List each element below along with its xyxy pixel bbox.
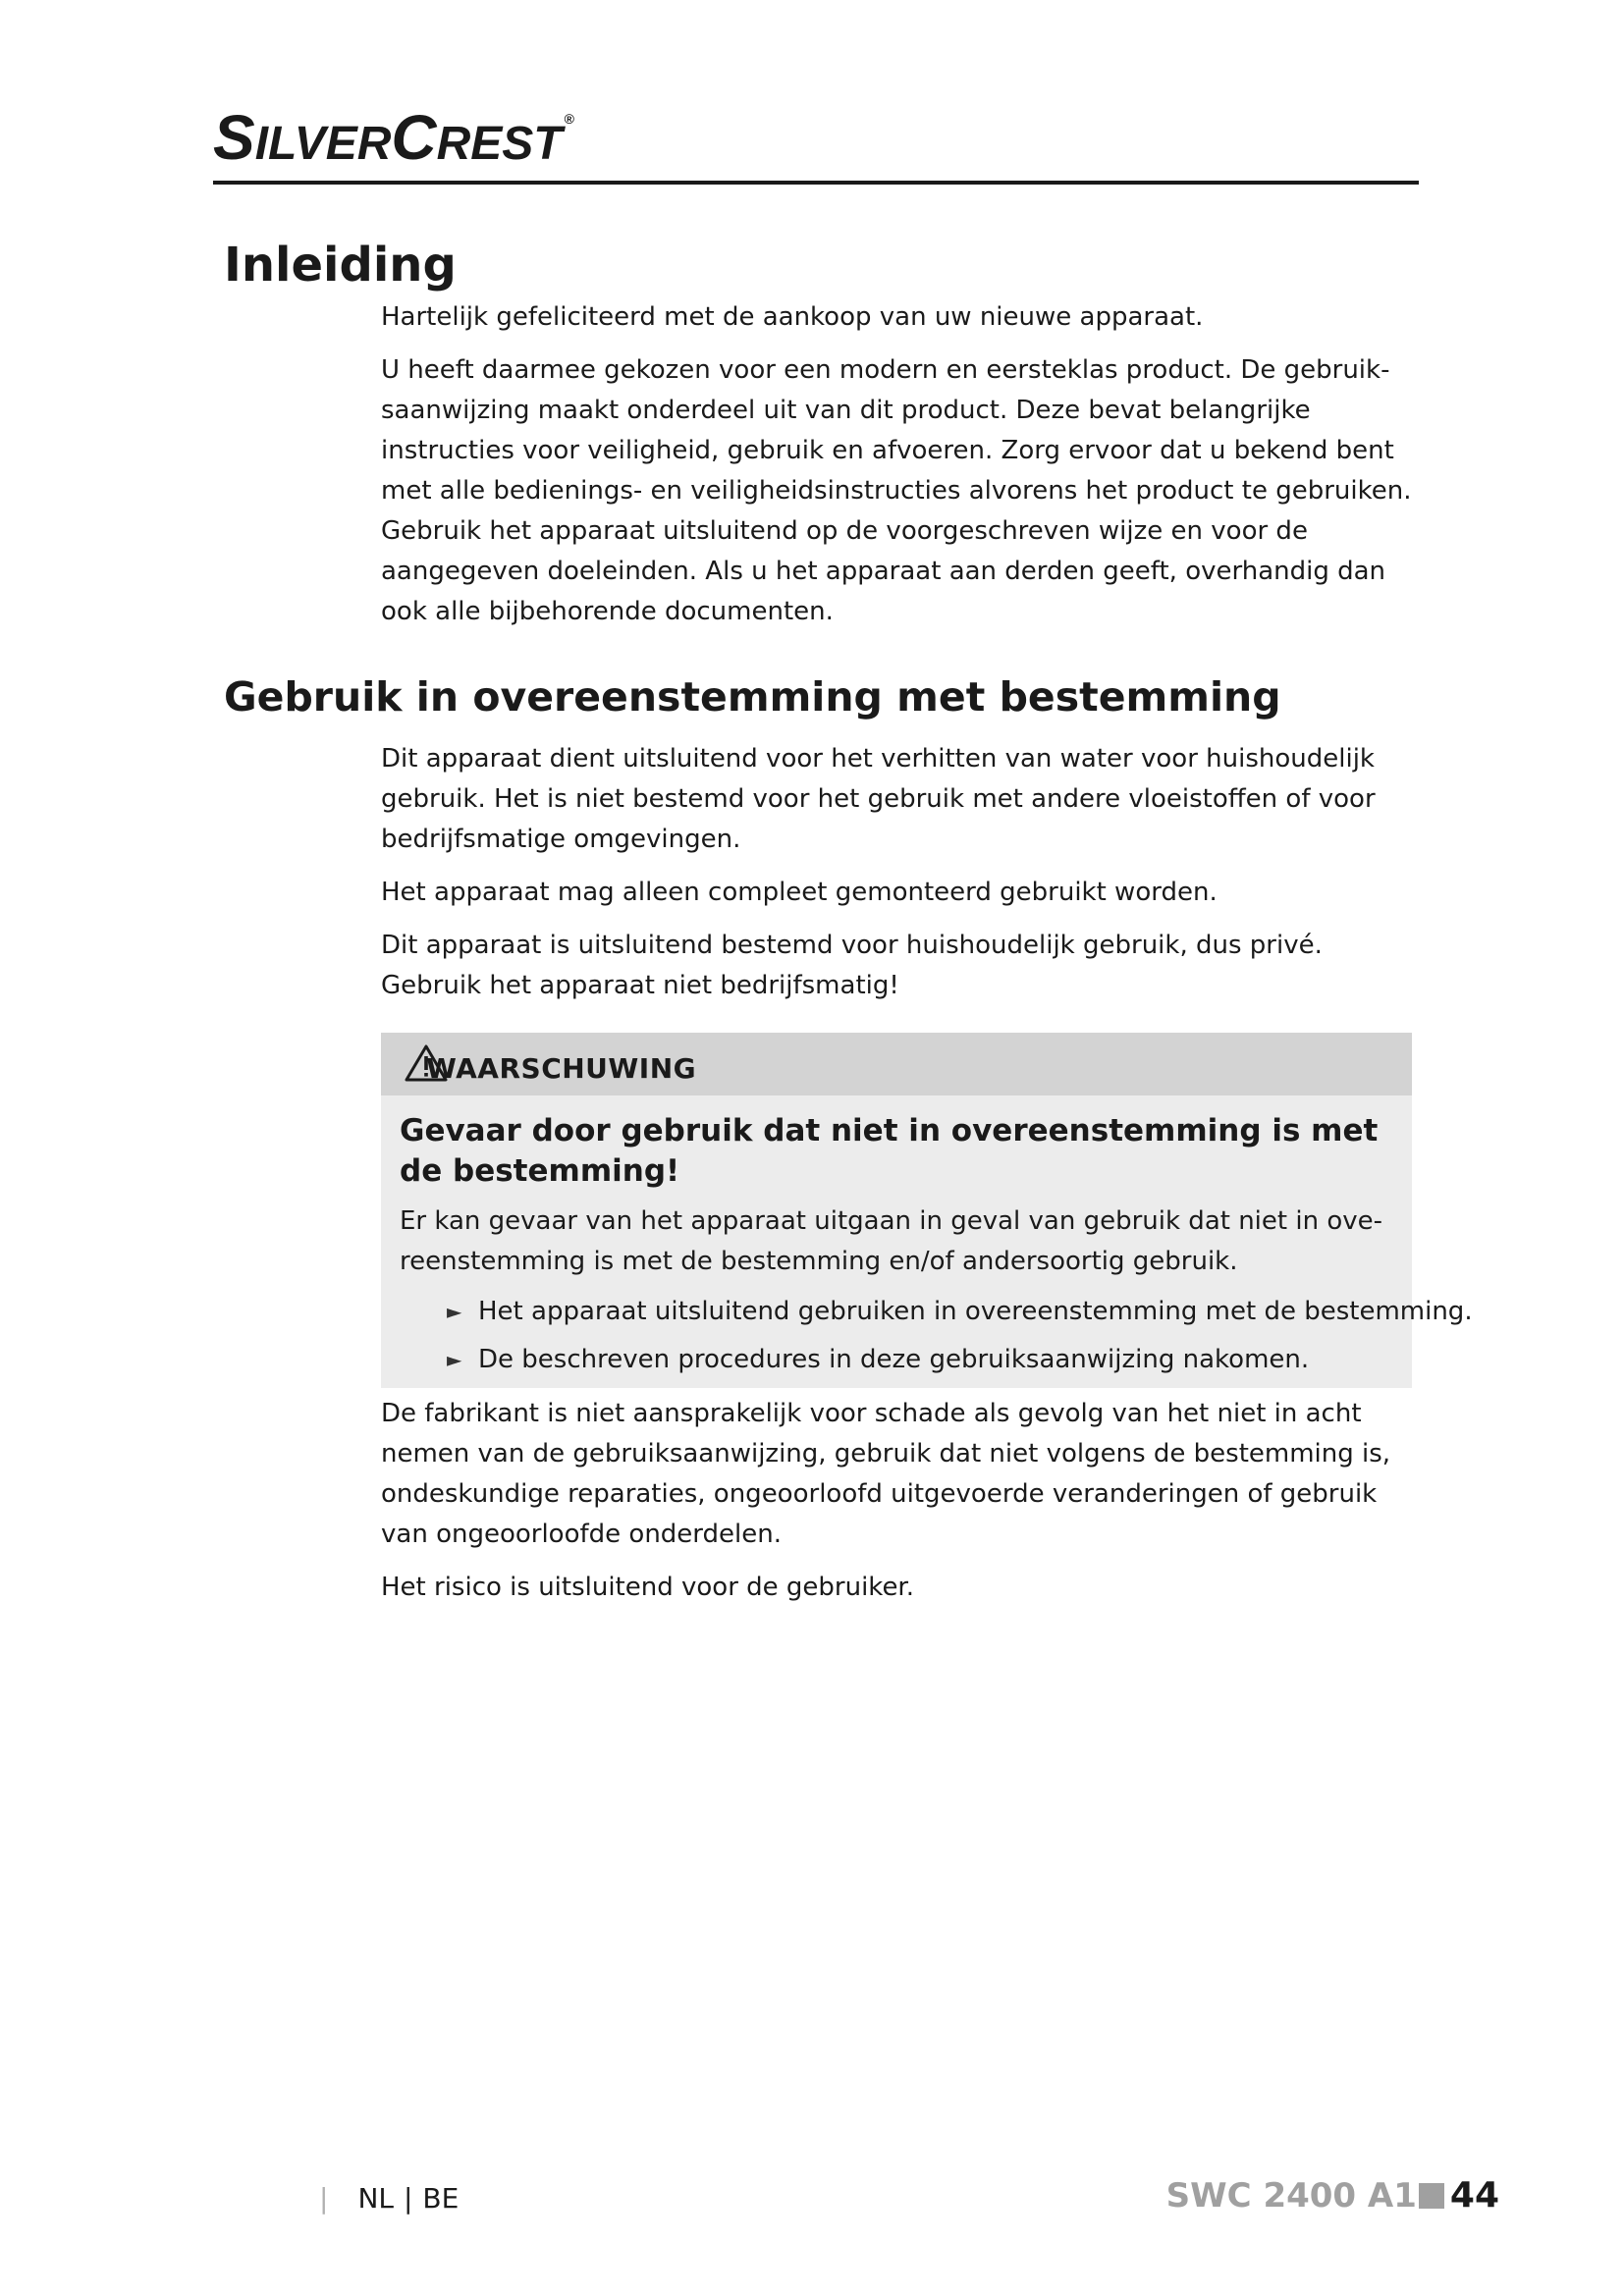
after-warning-body: [381, 1394, 1417, 1621]
section-title-inleiding: Inleiding: [224, 238, 457, 293]
list-item-text: De beschreven procedures in deze gebruiksaanwijzing nakomen.: [478, 1345, 1310, 1374]
footer-lang-nl: NL: [357, 2182, 394, 2215]
warning-header: [381, 1033, 1412, 1095]
warning-body: [381, 1095, 1473, 1380]
warning-title: WAARSCHUWING: [426, 1052, 697, 1085]
list-item: [447, 1340, 1398, 1380]
arrow-bullet-icon: ►: [447, 1300, 462, 1323]
gebruik-body: [381, 739, 1417, 1019]
square-marker-icon: [1419, 2183, 1444, 2209]
header-rule: [213, 181, 1419, 185]
paragraph: Dit apparaat is uitsluitend bestemd voor huishoudelijk gebruik, dus privé. Gebruik het apparaat niet bedrijfsmatig!: [381, 931, 1323, 1000]
footer-lang-be: BE: [422, 2182, 460, 2215]
paragraph: De fabrikant is niet aansprakelijk voor schade als gevolg van het niet in acht nemen van de gebruiksaanwijzing, gebruik dat niet volgens de bestemming is, ondeskundige reparaties, ongeoorloofd uitgevoerde veranderingen of gebruik van ongeoorloofde onderdelen.: [381, 1399, 1391, 1549]
silvercrest-logo: SILVERCREST ®: [213, 102, 574, 173]
paragraph: U heeft daarmee gekozen voor een modern en eersteklas product. De gebruiksaanwijzing maakt onderdeel uit van dit product. Deze bevat belangrijke instructies voor veiligheid, gebruik en afvoeren. Zorg ervoor dat u bekend bent met alle bedienings- en veiligheidsinstructies alvorens het product te gebruiken. Gebruik het apparaat uitsluitend op de voorgeschreven wijze en voor de aangegeven doeleinden. Als u het apparaat aan derden geeft, overhandig dan ook alle bijbehorende documenten.: [381, 355, 1412, 626]
footer-language: [319, 2182, 459, 2215]
paragraph: Het apparaat mag alleen compleet gemonteerd gebruikt worden.: [381, 878, 1218, 907]
registered-mark: ®: [564, 111, 574, 127]
paragraph: Hartelijk gefeliciteerd met de aankoop van uw nieuwe apparaat.: [381, 302, 1204, 332]
warning-list: [400, 1292, 1473, 1380]
page-number: 44: [1449, 2175, 1499, 2216]
footer-model: SWC 2400 A1: [1165, 2176, 1417, 2216]
inleiding-body: [381, 297, 1417, 645]
warning-text: Er kan gevaar van het apparaat uitgaan in geval van gebruik dat niet in overeenstemming is met de bestemming en/of andersoortig gebruik.: [400, 1206, 1383, 1276]
footer-page-info: [1166, 2175, 1499, 2216]
list-item: [447, 1292, 1473, 1332]
warning-subtitle: Gevaar door gebruik dat niet in overeenstemming is met de bestemming!: [400, 1113, 1379, 1189]
warning-box: [381, 1033, 1473, 1388]
footer-divider: |: [319, 2182, 329, 2215]
paragraph: Het risico is uitsluitend voor de gebruiker.: [381, 1573, 915, 1602]
section-title-gebruik: Gebruik in overeenstemming met bestemming: [224, 673, 1281, 721]
paragraph: Dit apparaat dient uitsluitend voor het verhitten van water voor huishoudelijk gebruik. Het is niet bestemd voor het gebruik met andere vloeistoffen of voor bedrijfsmatige omgevingen.: [381, 744, 1376, 854]
footer-separator: |: [403, 2182, 413, 2215]
list-item-text: Het apparaat uitsluitend gebruiken in overeenstemming met de bestemming.: [478, 1297, 1473, 1326]
arrow-bullet-icon: ►: [447, 1348, 462, 1371]
